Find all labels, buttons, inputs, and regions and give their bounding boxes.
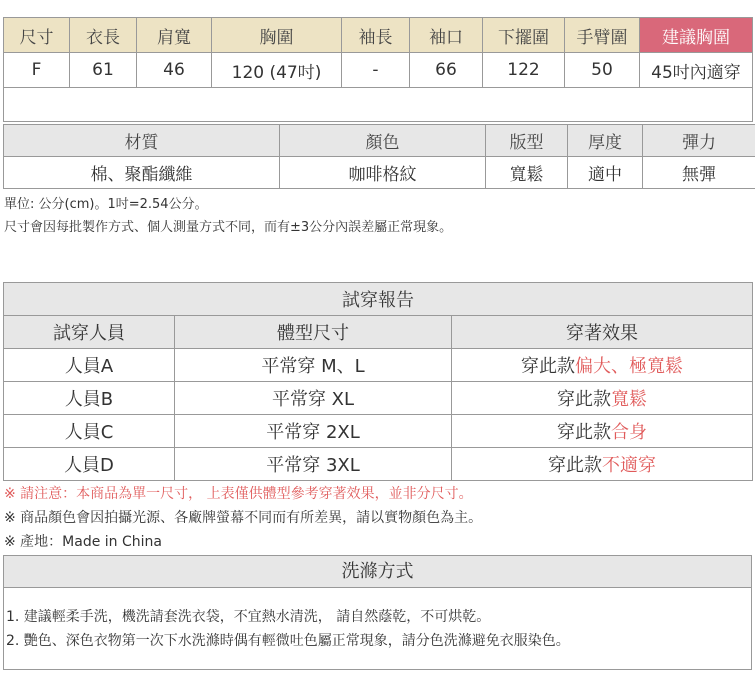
size-table: [3, 17, 753, 122]
origin-note: ※ 產地：Made in China: [4, 534, 162, 550]
fitting-row: [4, 382, 753, 415]
person-cell: 人員C: [4, 415, 175, 448]
effect-prefix: 穿此款: [557, 422, 611, 443]
cuff-value: 66: [410, 53, 483, 88]
tolerance-note: 尺寸會因每批製作方式、個人測量方式不同，而有±3公分內誤差屬正常現象。: [4, 220, 453, 235]
body-size-header: 體型尺寸: [175, 316, 452, 349]
shoulder-header: 肩寬: [137, 18, 212, 53]
chest-header: 胸圍: [212, 18, 342, 53]
effect-prefix: 穿此款: [521, 356, 575, 377]
elasticity-header: 彈力: [643, 125, 755, 157]
body-size-cell: 平常穿 M、L: [175, 349, 452, 382]
material-header: 材質: [4, 125, 280, 157]
thickness-header: 厚度: [568, 125, 643, 157]
color-header: 顏色: [280, 125, 486, 157]
person-cell: 人員B: [4, 382, 175, 415]
size-blank-row: [4, 88, 753, 122]
body-size-cell: 平常穿 2XL: [175, 415, 452, 448]
length-header: 衣長: [70, 18, 137, 53]
fitting-report-title-row: [4, 283, 753, 316]
fitting-row: [4, 448, 753, 481]
washing-instruction-2: 2. 艷色、深色衣物第一次下水洗滌時偶有輕微吐色屬正常現象，請分色洗滌避免衣服染色。: [6, 633, 570, 649]
fit-value: 寬鬆: [486, 157, 568, 189]
blank-cell: [4, 88, 753, 122]
fitting-report-title: 試穿報告: [4, 283, 753, 316]
size-value-row: [4, 53, 753, 88]
material-header-row: [4, 125, 755, 157]
person-header: 試穿人員: [4, 316, 175, 349]
wear-effect-cell: [452, 448, 753, 481]
body-size-cell: 平常穿 3XL: [175, 448, 452, 481]
person-cell: 人員D: [4, 448, 175, 481]
single-size-warning: ※ 請注意：本商品為單一尺寸， 上表僅供體型參考穿著效果，並非分尺寸。: [4, 486, 473, 502]
effect-highlight: 不適穿: [602, 455, 656, 476]
cuff-header: 袖口: [410, 18, 483, 53]
sleeve-length-header: 袖長: [342, 18, 410, 53]
recommended-chest-header: 建議胸圍: [640, 18, 753, 53]
fitting-row: [4, 349, 753, 382]
size-header-row: [4, 18, 753, 53]
washing-title: 洗滌方式: [4, 556, 751, 588]
elasticity-value: 無彈: [643, 157, 755, 189]
washing-instruction-1: 1. 建議輕柔手洗，機洗請套洗衣袋，不宜熱水清洗， 請自然蔭乾，不可烘乾。: [6, 609, 491, 625]
chest-value: 120 (47吋): [212, 53, 342, 88]
fit-header: 版型: [486, 125, 568, 157]
washing-section: [3, 555, 752, 670]
body-size-cell: 平常穿 XL: [175, 382, 452, 415]
length-value: 61: [70, 53, 137, 88]
arm-value: 50: [565, 53, 640, 88]
wear-effect-cell: [452, 415, 753, 448]
material-value: 棉、聚酯纖維: [4, 157, 280, 189]
size-header: 尺寸: [4, 18, 70, 53]
fitting-row: [4, 415, 753, 448]
fitting-header-row: [4, 316, 753, 349]
wear-effect-cell: [452, 349, 753, 382]
effect-prefix: 穿此款: [557, 389, 611, 410]
material-table: [3, 124, 755, 189]
wear-effect-cell: [452, 382, 753, 415]
sleeve-length-value: -: [342, 53, 410, 88]
fitting-report-table: [3, 282, 753, 481]
person-cell: 人員A: [4, 349, 175, 382]
color-value: 咖啡格紋: [280, 157, 486, 189]
effect-highlight: 偏大、極寬鬆: [575, 356, 683, 377]
hem-value: 122: [483, 53, 565, 88]
effect-highlight: 合身: [611, 422, 647, 443]
size-value: F: [4, 53, 70, 88]
material-value-row: [4, 157, 755, 189]
color-disclaimer: ※ 商品顏色會因拍攝光源、各廠牌螢幕不同而有所差異，請以實物顏色為主。: [4, 510, 483, 526]
shoulder-value: 46: [137, 53, 212, 88]
unit-note: 單位: 公分(cm)。1吋=2.54公分。: [4, 197, 208, 212]
effect-highlight: 寬鬆: [611, 389, 647, 410]
thickness-value: 適中: [568, 157, 643, 189]
recommended-chest-value: 45吋內適穿: [640, 53, 753, 88]
wear-effect-header: 穿著效果: [452, 316, 753, 349]
effect-prefix: 穿此款: [548, 455, 602, 476]
hem-header: 下擺圍: [483, 18, 565, 53]
arm-header: 手臂圍: [565, 18, 640, 53]
